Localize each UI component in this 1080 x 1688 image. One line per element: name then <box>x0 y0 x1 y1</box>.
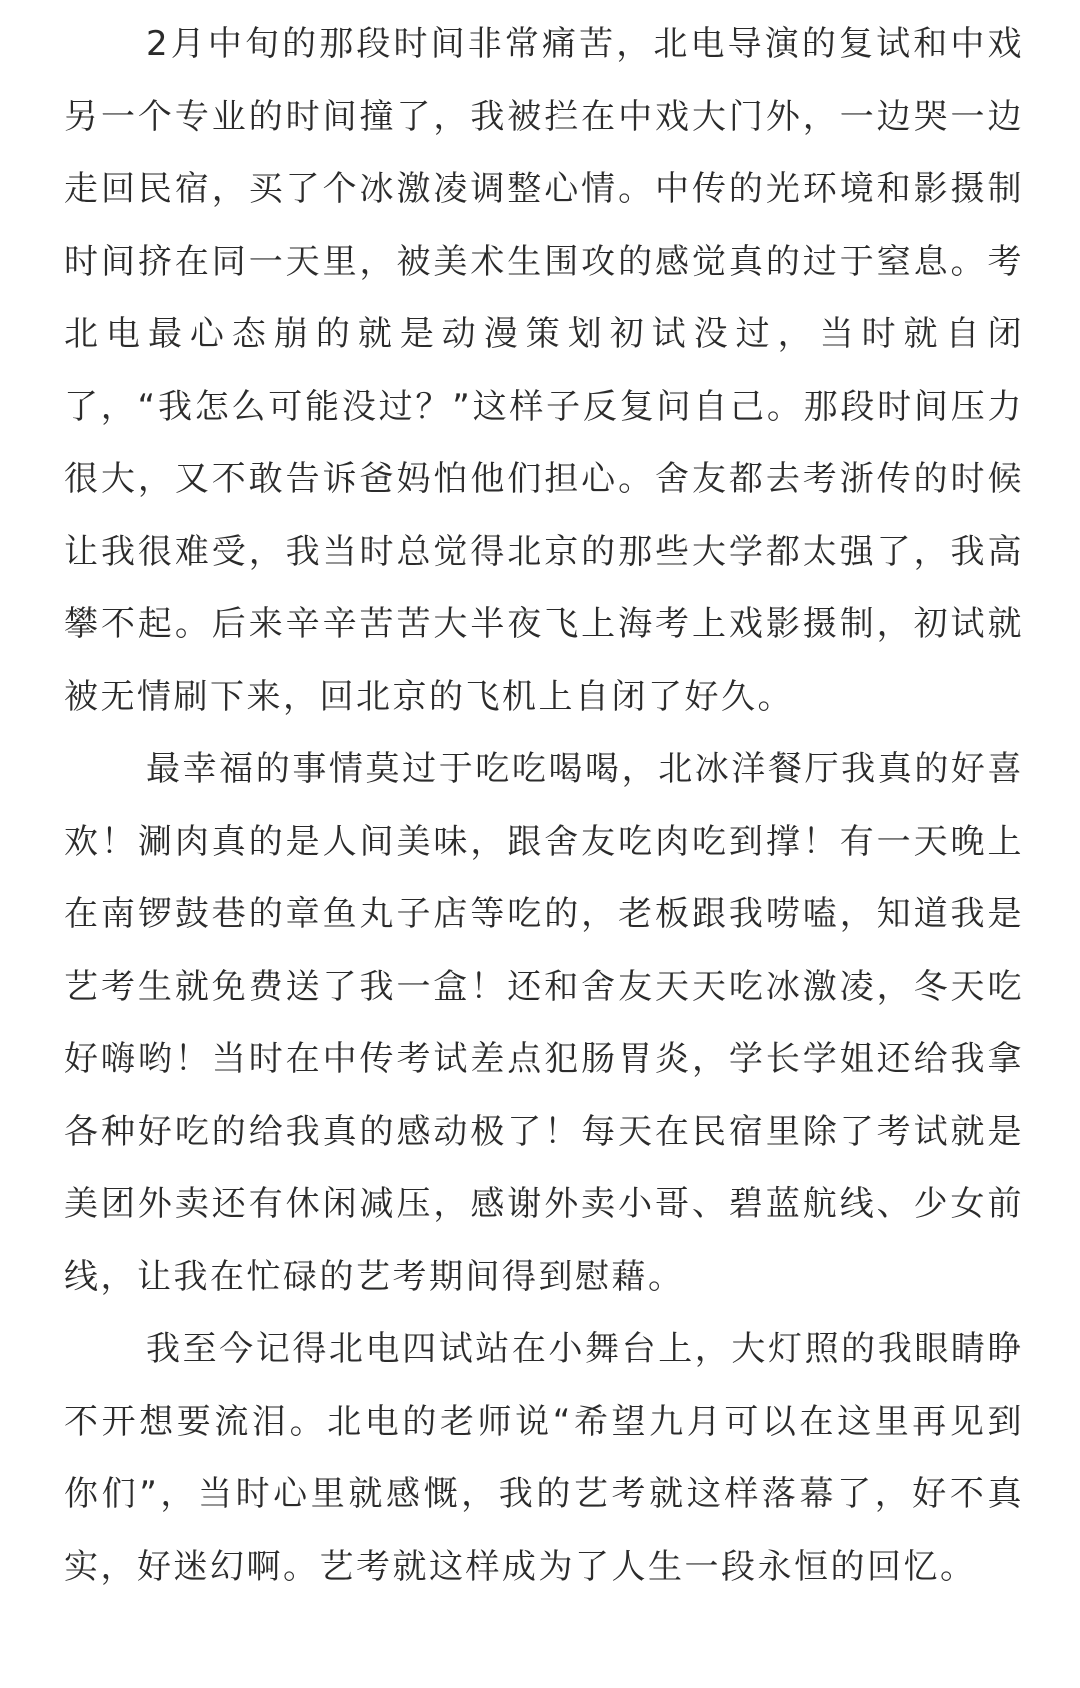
paragraph-1: 2月中旬的那段时间非常痛苦，北电导演的复试和中戏另一个专业的时间撞了，我被拦在中戏大门外，一边哭一边走回民宿，买了个冰激凌调整心情。中传的光环境和影摄制时间挤在同一天里，被美术生围攻的感觉真的过于窒息。考北电最心态崩的就是动漫策划初试没过，当时就自闭了，“我怎么可能没过？”这样子反复问自己。那段时间压力很大，又不敢告诉爸妈怕他们担心。舍友都去考浙传的时候让我很难受，我当时总觉得北京的那些大学都太强了，我高攀不起。后来辛辛苦苦大半夜飞上海考上戏影摄制，初试就被无情刷下来，回北京的飞机上自闭了好久。 <box>64 24 1024 717</box>
paragraph-3: 我至今记得北电四试站在小舞台上，大灯照的我眼睛睁不开想要流泪。北电的老师说“希望九月可以在这里再见到你们”，当时心里就感慨，我的艺考就这样落幕了，好不真实，好迷幻啊。艺考就这样成为了人生一段永恒的回忆。 <box>64 1329 1024 1587</box>
article-body <box>64 8 1024 1603</box>
paragraph-2: 最幸福的事情莫过于吃吃喝喝，北冰洋餐厅我真的好喜欢！涮肉真的是人间美味，跟舍友吃肉吃到撑！有一天晚上在南锣鼓巷的章鱼丸子店等吃的，老板跟我唠嗑，知道我是艺考生就免费送了我一盒！还和舍友天天吃冰激凌，冬天吃好嗨哟！当时在中传考试差点犯肠胃炎，学长学姐还给我拿各种好吃的给我真的感动极了！每天在民宿里除了考试就是美团外卖还有休闲减压，感谢外卖小哥、碧蓝航线、少女前线，让我在忙碌的艺考期间得到慰藉。 <box>64 749 1024 1297</box>
